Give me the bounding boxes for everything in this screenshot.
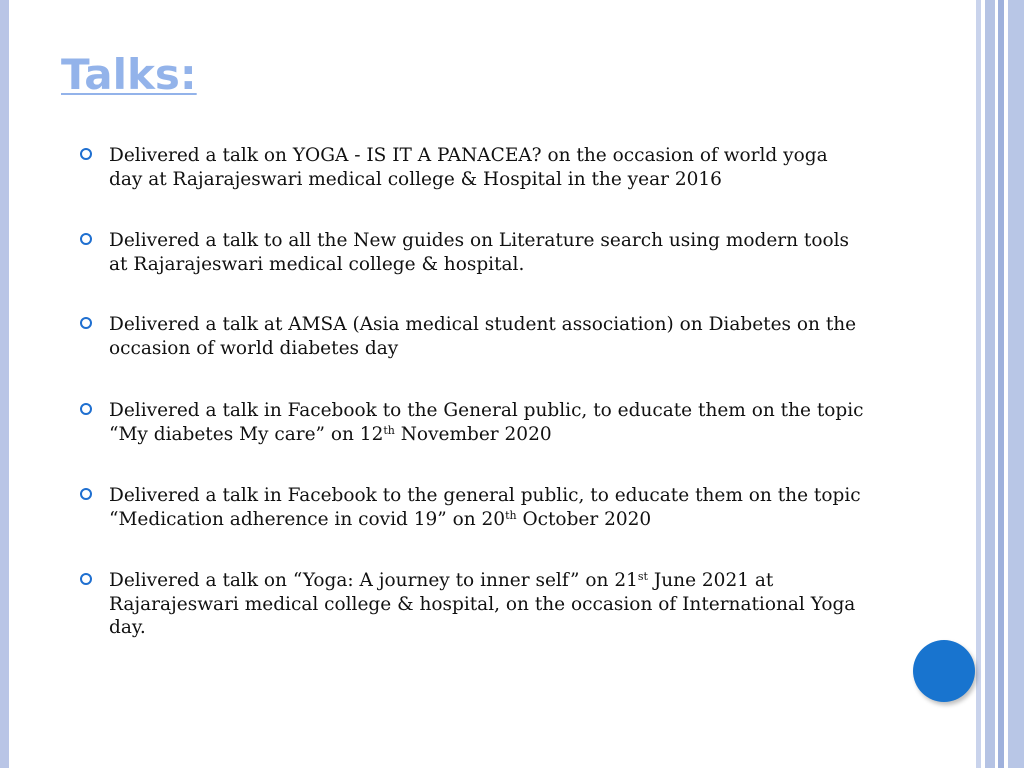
ordinal-suffix: th xyxy=(505,508,517,522)
bullet-ring-icon xyxy=(80,403,92,415)
talk-text-line xyxy=(109,144,909,168)
text-segment: “Medication adherence in covid 19” on 20 xyxy=(109,508,506,530)
talk-text-line xyxy=(109,508,909,532)
circle-button[interactable] xyxy=(913,640,975,702)
right-decor-stripes xyxy=(976,0,1024,768)
talk-text xyxy=(109,229,909,276)
left-decor-bar xyxy=(0,0,9,768)
talk-text-line xyxy=(109,616,909,640)
bullet-ring-icon xyxy=(80,488,92,500)
text-segment: at Rajarajeswari medical college & hospital. xyxy=(109,253,525,275)
talk-text xyxy=(109,569,909,640)
text-segment: Delivered a talk in Facebook to the general public, to educate them on the topic xyxy=(109,485,861,506)
text-segment: Delivered a talk on “Yoga: A journey to inner self” on 21 xyxy=(109,570,638,591)
talk-text xyxy=(109,484,909,531)
text-segment: June 2021 at xyxy=(647,570,774,591)
text-segment: Delivered a talk in Facebook to the General public, to educate them on the topic xyxy=(109,400,864,421)
ordinal-suffix: st xyxy=(637,570,648,583)
bullet-ring-icon xyxy=(80,233,92,245)
talk-text xyxy=(109,144,909,191)
bullet-ring-icon xyxy=(80,148,92,160)
talk-text-line xyxy=(109,484,909,508)
bullet-ring-icon xyxy=(80,573,92,585)
talk-text-line xyxy=(109,337,909,361)
bullet-ring-icon xyxy=(80,317,92,329)
text-segment: Delivered a talk on YOGA - IS IT A PANACEA? on the occasion of world yoga xyxy=(109,145,828,166)
talk-text-line xyxy=(109,569,909,593)
text-segment: Delivered a talk at AMSA (Asia medical student association) on Diabetes on the xyxy=(109,314,857,335)
text-segment: Rajarajeswari medical college & hospital, on the occasion of International Yoga xyxy=(109,593,856,615)
text-segment: day. xyxy=(109,617,146,638)
text-segment: November 2020 xyxy=(394,423,552,445)
talk-text-line xyxy=(109,399,909,423)
slide-title: Talks: xyxy=(61,50,197,99)
text-segment: Delivered a talk to all the New guides on Literature search using modern tools xyxy=(109,230,850,251)
text-segment: occasion of world diabetes day xyxy=(109,337,399,359)
talk-text xyxy=(109,399,909,446)
text-segment: “My diabetes My care” on 12 xyxy=(109,423,384,445)
talk-text-line xyxy=(109,253,909,277)
talk-text-line xyxy=(109,229,909,253)
talk-text-line xyxy=(109,593,909,617)
talk-text-line xyxy=(109,313,909,337)
talk-text xyxy=(109,313,909,360)
talk-text-line xyxy=(109,168,909,192)
ordinal-suffix: th xyxy=(383,423,395,437)
text-segment: day at Rajarajeswari medical college & Hospital in the year 2016 xyxy=(109,168,722,190)
text-segment: October 2020 xyxy=(516,508,652,530)
talk-text-line xyxy=(109,423,909,447)
